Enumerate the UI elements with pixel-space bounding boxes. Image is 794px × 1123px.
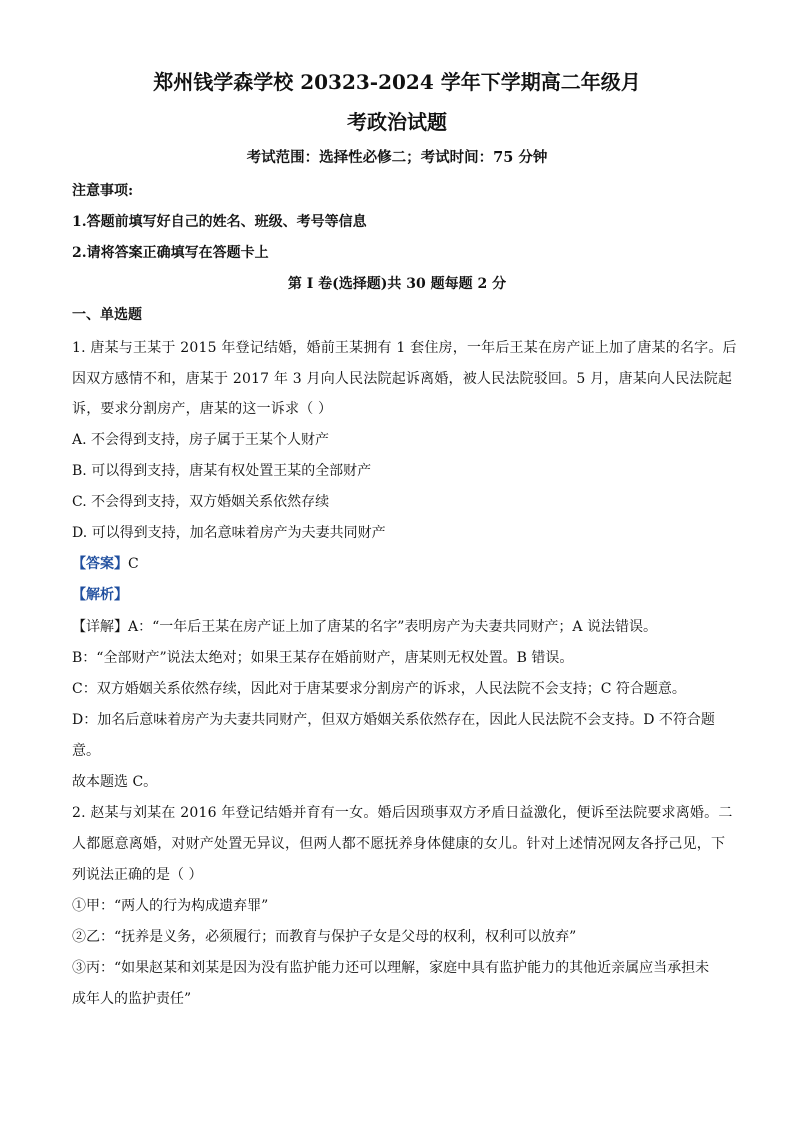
q2-stem-line3: 列说法正确的是（ ）: [72, 867, 203, 883]
q1-option-c: C. 不会得到支持，双方婚姻关系依然存续: [72, 494, 330, 510]
q1-option-a: A. 不会得到支持，房子属于王某个人财产: [72, 432, 330, 448]
q2-opinion-3-line1: ③丙：“如果赵某和刘某是因为没有监护能力还可以理解，家庭中具有监护能力的其他近亲属应当承担未: [72, 960, 710, 976]
exam-info: 考试范围：选择性必修二；考试时间：75 分钟: [246, 149, 548, 166]
analysis-tag: 【解析】: [72, 587, 128, 603]
q1-detail-b: B：“全部财产”说法太绝对；如果王某存在婚前财产，唐某则无权处置。B 错误。: [72, 650, 574, 666]
q1-answer: [72, 554, 722, 574]
q2-opinion-2: ②乙：“抚养是义务，必须履行；而教育与保护子女是父母的权利，权利可以放弃”: [72, 929, 577, 945]
q1-conclusion: 故本题选 C。: [72, 774, 158, 790]
q1-detail-c: C：双方婚姻关系依然存续，因此对于唐某要求分割房产的诉求，人民法院不会支持；C 符合题意。: [72, 681, 686, 697]
q1-detail-d-line2: 意。: [72, 743, 100, 759]
q1-option-d: D. 可以得到支持，加名意味着房产为夫妻共同财产: [72, 525, 386, 541]
q2-opinion-3-line2: 成年人的监护责任”: [72, 991, 192, 1007]
q1-detail-d-line1: D：加名后意味着房产为夫妻共同财产，但双方婚姻关系依然存在，因此人民法院不会支持。D 不符合题: [72, 712, 715, 728]
q1-stem-line1: 1. 唐某与王某于 2015 年登记结婚，婚前王某拥有 1 套住房，一年后王某在房产证上加了唐某的名字。后: [72, 340, 737, 356]
q2-stem-line1: 2. 赵某与刘某在 2016 年登记结婚并育有一女。婚后因琐事双方矛盾日益激化，便诉至法院要求离婚。二: [72, 805, 733, 821]
q1-stem-line3: 诉，要求分割房产，唐某的这一诉求（ ）: [72, 401, 333, 417]
q2-stem-line2: 人都愿意离婚，对财产处置无异议，但两人都不愿抚养身体健康的女儿。针对上述情况网友各抒己见，下: [72, 836, 726, 852]
doc-title-line1: 郑州钱学森学校 20323-2024 学年下学期高二年级月: [153, 70, 641, 94]
q2-opinion-1: ①甲：“两人的行为构成遗弃罪”: [72, 898, 269, 914]
answer-tag: 【答案】: [72, 556, 128, 572]
detail-a-text: A：“一年后王某在房产证上加了唐某的名字”表明房产为夫妻共同财产；A 说法错误。: [128, 619, 657, 635]
doc-title-line2: 考政治试题: [347, 110, 447, 134]
q1-option-b: B. 可以得到支持，唐某有权处置王某的全部财产: [72, 463, 372, 479]
part-title: 一、单选题: [72, 307, 142, 323]
notes-item-1: 1.答题前填写好自己的姓名、班级、考号等信息: [72, 214, 367, 230]
detail-tag: 【详解】: [72, 619, 128, 635]
answer-value: C: [128, 556, 139, 572]
notes-item-2: 2.请将答案正确填写在答题卡上: [72, 245, 269, 261]
q1-detail-a: [72, 617, 722, 637]
volume-title: 第 I 卷(选择题)共 30 题每题 2 分: [287, 276, 507, 292]
q1-analysis: [72, 585, 722, 605]
q1-stem-line2: 因双方感情不和，唐某于 2017 年 3 月向人民法院起诉离婚，被人民法院驳回。5 月，唐某向人民法院起: [72, 371, 733, 387]
notes-heading: 注意事项:: [72, 183, 134, 199]
